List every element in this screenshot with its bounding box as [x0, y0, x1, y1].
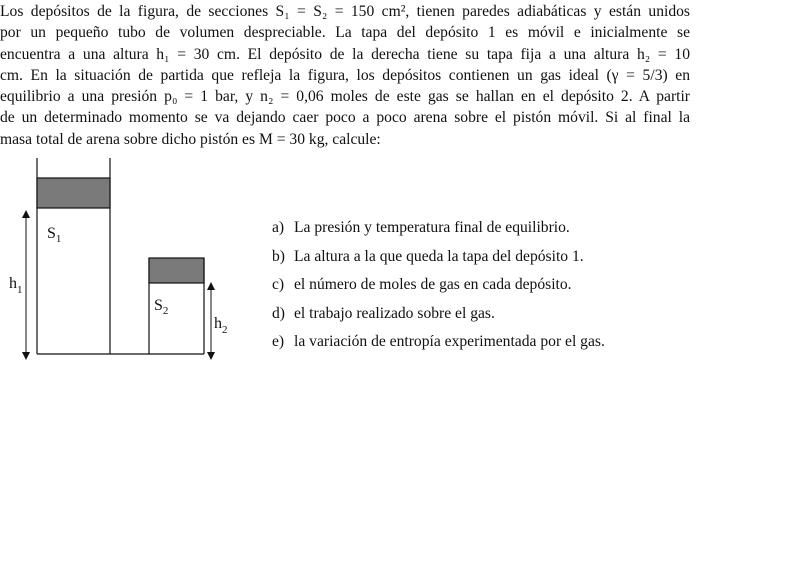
statement-line: equilibrio a una presión p₀ = 1 bar, y n₂ = 0,06 moles de este gas se hallan en el depósito 2. A partir — [0, 88, 690, 106]
label-s1: $S_1$ — [47, 225, 62, 245]
question-letter: a) — [272, 219, 285, 236]
question-item — [272, 271, 605, 300]
statement-line: por un pequeño tubo de volumen despreciable. La tapa del depósito 1 es móvil e inicialmente se — [0, 24, 690, 42]
statement-line: masa total de arena sobre dicho pistón es M = 30 kg, calcule: — [0, 130, 381, 148]
question-list — [272, 214, 605, 357]
statement-line: Los depósitos de la figura, de secciones S₁ = S₂ = 150 cm², tienen paredes adiabáticas y están unidos — [0, 3, 690, 20]
question-item — [272, 300, 605, 329]
statement-line: encuentra a una altura h₁ = 30 cm. El depósito de la derecha tiene su tapa fija a una altura h₂ = 10 — [0, 45, 690, 63]
statement-line: cm. En la situación de partida que refleja la figura, los depósitos contienen un gas ideal (γ = 5/3) en — [0, 66, 690, 84]
question-letter: c) — [272, 276, 285, 293]
tanks-figure — [0, 150, 260, 370]
question-letter: d) — [272, 304, 285, 322]
question-letter: b) — [272, 247, 285, 265]
question-text: la variación de entropía experimentada por el gas. — [294, 333, 605, 350]
question-text: La presión y temperatura final de equilibrio. — [294, 219, 570, 236]
piston-tank1 — [37, 178, 110, 208]
question-item — [272, 243, 605, 272]
question-text: La altura a la que queda la tapa del depósito 1. — [294, 247, 584, 265]
label-s2: $S_2$ — [154, 297, 169, 317]
question-text: el trabajo realizado sobre el gas. — [294, 304, 495, 322]
problem-statement — [0, 1, 690, 150]
label-h1: $h_1$ — [9, 275, 23, 296]
question-text: el número de moles de gas en cada depósito. — [294, 276, 572, 293]
question-item — [272, 328, 605, 357]
lid-tank2 — [149, 258, 204, 283]
label-h2: $h_2$ — [214, 315, 228, 336]
question-item — [272, 214, 605, 243]
question-letter: e) — [272, 333, 285, 350]
statement-line: de un determinado momento se va dejando caer poco a poco arena sobre el pistón móvil. Si al final la — [0, 109, 690, 127]
